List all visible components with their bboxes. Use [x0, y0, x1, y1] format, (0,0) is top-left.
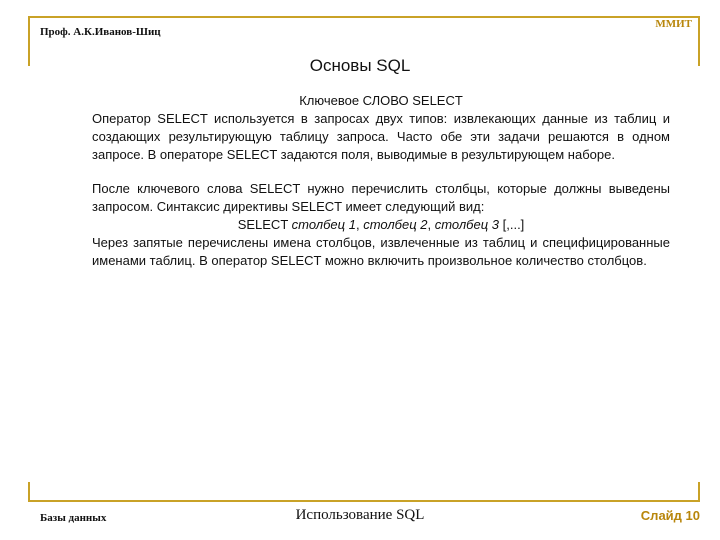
syntax-keyword: SELECT [237, 217, 289, 232]
frame-top-line [28, 16, 700, 18]
header-org: ММИТ [655, 18, 692, 30]
syntax-col1: столбец 1 [291, 217, 356, 232]
header-author: Проф. А.К.Иванов-Шиц [40, 26, 161, 38]
syntax-sep2: , [427, 217, 432, 232]
frame-bottom-left-tick [28, 482, 30, 502]
footer-slide-number: Слайд 10 [640, 508, 700, 523]
paragraph-3: Через запятые перечислены имена столбцов, извлеченные из таблиц и специфицированные именами таблиц. В оператор SELECT можно включить произвольное количество столбцов. [92, 235, 670, 268]
syntax-col3: столбец 3 [434, 217, 499, 232]
syntax-tail: [,...] [502, 217, 525, 232]
frame-bottom-line [28, 500, 700, 502]
syntax-sep1: , [355, 217, 360, 232]
syntax-col2: столбец 2 [363, 217, 428, 232]
slide-title: Основы SQL [309, 56, 411, 75]
slide-content [92, 92, 670, 270]
footer-course: Базы данных [40, 512, 107, 524]
paragraph-1: Оператор SELECT используется в запросах двух типов: извлекающих данные из таблиц и создающих результирующую таблицу запроса. Часто обе эти задачи решаются в одном запросе. В операторе SELECT задаются поля, выводимые в результирующем наборе. [92, 111, 670, 162]
paragraph-2: После ключевого слова SELECT нужно перечислить столбцы, которые должны выведены запросом. Синтаксис директивы SELECT имеет следующий вид: [92, 181, 670, 214]
paragraph-gap [92, 164, 670, 180]
slide-subtitle: Ключевое СЛОВО SELECT [299, 93, 463, 108]
frame-bottom-right-tick [698, 482, 700, 502]
syntax-line [92, 216, 670, 234]
footer-topic: Использование SQL [295, 507, 425, 523]
